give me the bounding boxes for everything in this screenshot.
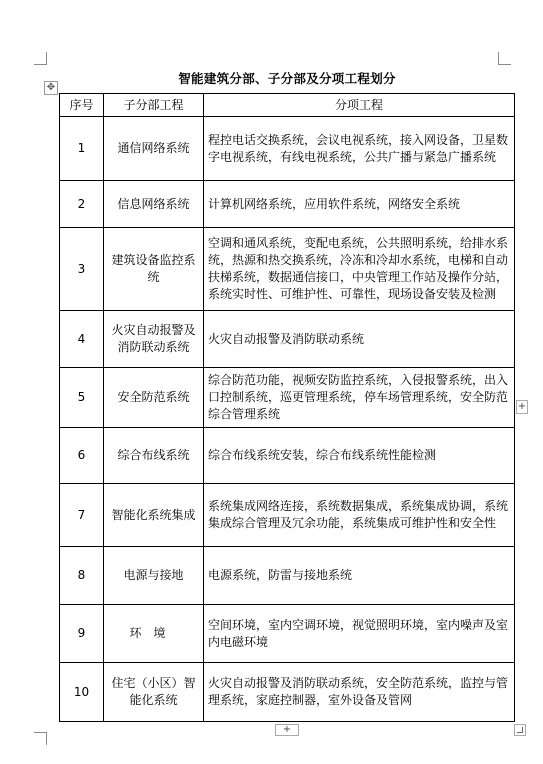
- row-sub: 安全防范系统: [104, 368, 204, 428]
- row-no: 2: [60, 181, 104, 228]
- row-no: 3: [60, 228, 104, 311]
- row-item: 计算机网络系统，应用软件系统，网络安全系统: [204, 181, 515, 228]
- table-row: [60, 428, 515, 484]
- row-sub: 通信网络系统: [104, 117, 204, 181]
- row-item: 系统集成网络连接，系统数据集成，系统集成协调，系统集成综合管理及冗余功能，系统集成可维护性和安全性: [204, 484, 515, 547]
- row-no: 7: [60, 484, 104, 547]
- row-item: 电源系统，防雷与接地系统: [204, 547, 515, 605]
- row-item: 综合防范功能，视频安防监控系统，入侵报警系统，出入口控制系统，巡更管理系统，停车场管理系统，安全防范综合管理系统: [204, 368, 515, 428]
- row-no: 8: [60, 547, 104, 605]
- table-row: [60, 663, 515, 722]
- table-row: [60, 228, 515, 311]
- row-sub: 火灾自动报警及消防联动系统: [104, 311, 204, 368]
- row-sub: 建筑设备监控系统: [104, 228, 204, 311]
- document-title: 智能建筑分部、子分部及分项工程划分: [178, 71, 396, 86]
- row-item: 火灾自动报警及消防联动系统: [204, 311, 515, 368]
- add-row-button[interactable]: +: [275, 724, 299, 736]
- row-sub: 电源与接地: [104, 547, 204, 605]
- table-row: [60, 605, 515, 663]
- row-sub: 环境: [104, 605, 204, 663]
- row-no: 4: [60, 311, 104, 368]
- table-resize-icon[interactable]: [514, 724, 526, 736]
- page-corner-mark: [34, 732, 47, 745]
- header-sub: 子分部工程: [104, 94, 204, 117]
- row-item: 程控电话交换系统，会议电视系统，接入网设备，卫星数字电视系统，有线电视系统，公共广播与紧急广播系统: [204, 117, 515, 181]
- table-header-row: [60, 94, 515, 117]
- table-row: [60, 484, 515, 547]
- row-sub: 住宅（小区）智能化系统: [104, 663, 204, 722]
- table-row: [60, 117, 515, 181]
- row-no: 6: [60, 428, 104, 484]
- row-item: 空调和通风系统，变配电系统，公共照明系统，给排水系统，热源和热交换系统，冷冻和冷却水系统，电梯和自动扶梯系统，数据通信接口，中央管理工作站及操作分站，系统实时性、可维护性、可靠性，现场设备安装及检测: [204, 228, 515, 311]
- table-row: [60, 547, 515, 605]
- row-sub: 智能化系统集成: [104, 484, 204, 547]
- row-no: 10: [60, 663, 104, 722]
- row-sub: 信息网络系统: [104, 181, 204, 228]
- row-no: 5: [60, 368, 104, 428]
- row-item: 综合布线系统安装，综合布线系统性能检测: [204, 428, 515, 484]
- header-no: 序号: [60, 94, 104, 117]
- row-no: 1: [60, 117, 104, 181]
- row-item: 空间环境，室内空调环境，视觉照明环境，室内噪声及室内电磁环境: [204, 605, 515, 663]
- row-sub: 综合布线系统: [104, 428, 204, 484]
- header-item: 分项工程: [204, 94, 515, 117]
- division-table: [59, 93, 515, 722]
- add-column-button[interactable]: +: [517, 401, 527, 412]
- row-item: 火灾自动报警及消防联动系统，安全防范系统，监控与管理系统，家庭控制器，室外设备及管网: [204, 663, 515, 722]
- table-move-icon[interactable]: ✥: [44, 81, 58, 95]
- table-row: [60, 368, 515, 428]
- table-row: [60, 181, 515, 228]
- page-corner-mark: [498, 52, 511, 65]
- row-no: 9: [60, 605, 104, 663]
- page-corner-mark: [34, 52, 47, 65]
- table-row: [60, 311, 515, 368]
